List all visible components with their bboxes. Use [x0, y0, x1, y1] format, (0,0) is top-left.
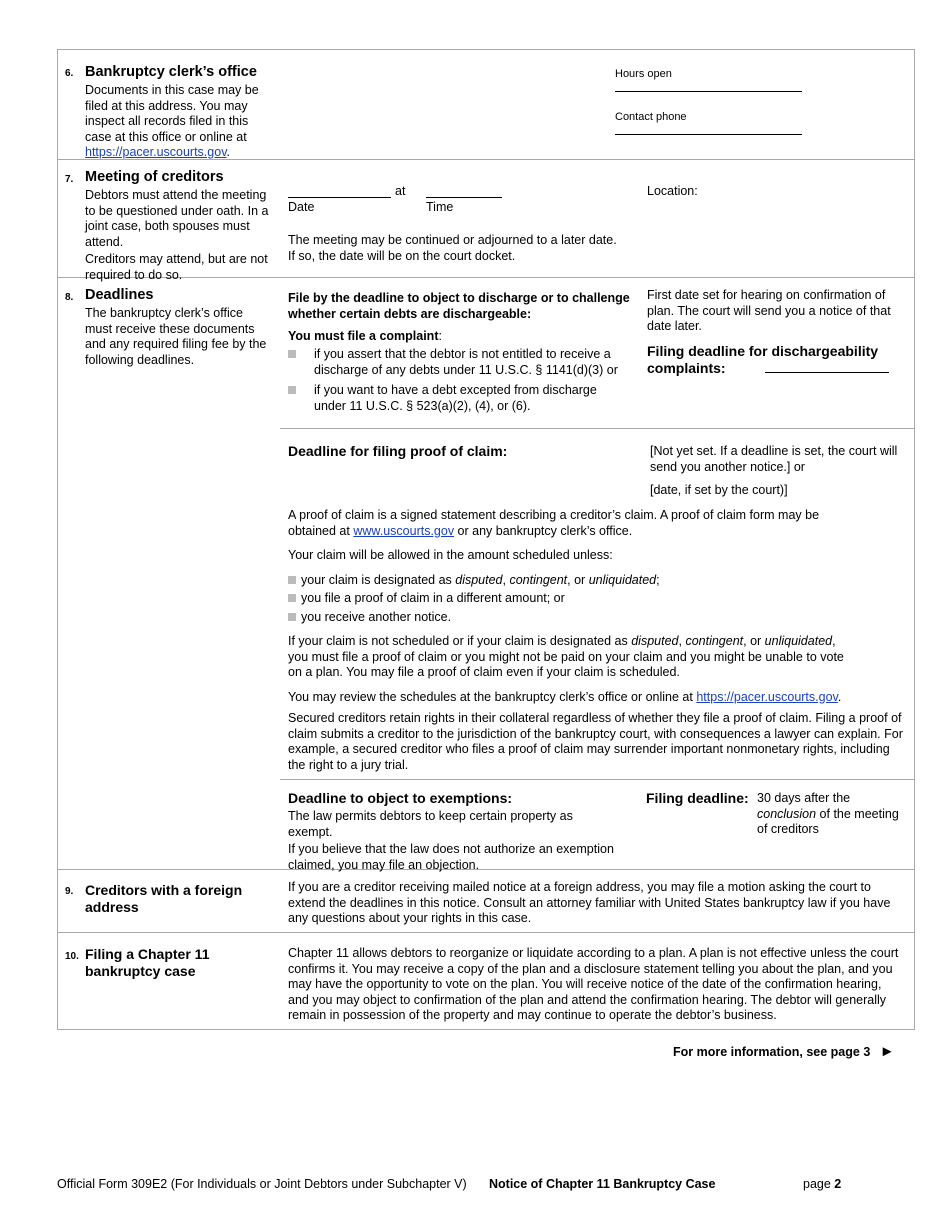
section-text: [288, 946, 898, 1024]
bullet-item: your claim is designated as disputed, contingent, or unliquidated;: [288, 573, 908, 589]
heading-line: File by the deadline to object to discharge or to challenge: [288, 291, 630, 305]
bullet-icon: [288, 613, 296, 621]
note-line: First date set for hearing on confirmation of: [647, 288, 886, 302]
paragraph-line: Your claim will be allowed in the amount scheduled unless:: [288, 548, 613, 562]
arrow-right-icon: ►: [879, 1043, 895, 1060]
contact-phone-label: Contact phone: [615, 111, 687, 123]
right-border: [914, 49, 915, 1030]
hours-open-line: [615, 91, 802, 92]
section-title: Deadlines: [85, 287, 154, 303]
section-number: 6.: [65, 68, 74, 79]
paragraph-line: example, a secured creditor who files a proof of claim may surrender important nonmonetary rights, including: [288, 742, 890, 756]
text-line: Chapter 11 allows debtors to reorganize or liquidate according to a plan. A plan is not effective unless the court: [288, 946, 899, 960]
discharge-heading: [288, 291, 630, 322]
text-line: remain in possession of the property and may continue to operate the debtor’s business.: [288, 1008, 777, 1022]
meeting-note: [288, 233, 617, 264]
bullet-item: you receive another notice.: [288, 610, 908, 626]
value-line: send you another notice.] or: [650, 459, 805, 474]
proof-claim-body: [288, 508, 908, 773]
section-title: [85, 882, 242, 916]
time-label: Time: [426, 200, 454, 214]
complaint-label: You must file a complaint:: [288, 329, 442, 343]
description-line: and any required filing fee by the: [85, 337, 267, 351]
paragraph-line: on a plan. You may file a proof of claim even if your claim is scheduled.: [288, 665, 680, 679]
bullet-icon: [288, 386, 296, 394]
more-info[interactable]: [673, 1043, 895, 1060]
section-number: 7.: [65, 174, 74, 185]
description-line: joint case, both spouses must: [85, 219, 250, 233]
complaint-item-2: [314, 383, 597, 414]
footer-page: page 2: [803, 1177, 842, 1191]
description-line: to be questioned under oath. In a: [85, 203, 269, 218]
note-line: If so, the date will be on the court docket.: [288, 248, 516, 263]
bullet-icon: [288, 576, 296, 584]
hours-open-label: Hours open: [615, 68, 672, 80]
title-line: Creditors with a foreign: [85, 882, 243, 898]
item-line: if you assert that the debtor is not entitled to receive a: [314, 347, 611, 361]
section-description: Documents in this case may be filed at this address. You may inspect all records filed in this case at this office or online at https://pacer.uscourts.gov.: [85, 83, 259, 159]
text-line: and you may object to confirmation of the plan and attend the confirmation hearing. The debtor will generally: [288, 992, 887, 1007]
date-label: Date: [288, 200, 315, 214]
value-line: [date, if set by the court)]: [650, 483, 788, 497]
section-title: [85, 946, 209, 980]
uscourts-link[interactable]: www.uscourts.gov: [353, 523, 455, 538]
exemptions-heading: Deadline to object to exemptions:: [288, 790, 513, 806]
heading-line: whether certain debts are dischargeable:: [288, 306, 532, 321]
value-line: conclusion of the meeting: [757, 806, 899, 821]
divider-9-10: [57, 932, 915, 933]
at-label: at: [395, 184, 406, 198]
footer-form: Official Form 309E2 (For Individuals or Joint Debtors under Subchapter V): [57, 1177, 467, 1191]
paragraph-line: If you believe that the law does not authorize an exemption: [288, 842, 614, 856]
text-line: extend the deadlines in this notice. Consult an attorney familiar with United States bankruptcy law if you have: [288, 895, 891, 910]
note-line: plan. The court will send you a notice of that: [647, 303, 891, 318]
section-number: 8.: [65, 292, 74, 303]
paragraph-line: exempt.: [288, 824, 333, 839]
title-line: Filing a Chapter 11: [85, 946, 210, 962]
title-line: bankruptcy case: [85, 963, 196, 979]
section-description: [85, 188, 275, 283]
bullet-item: you file a proof of claim in a different amount; or: [288, 591, 908, 607]
note-line: date later.: [647, 319, 702, 333]
title-line: address: [85, 899, 139, 915]
paragraph-line: you must file a proof of claim or you might not be paid on your claim and you might be unable to vote: [288, 649, 844, 664]
label-line: Filing deadline for dischargeability: [647, 343, 879, 359]
paragraph-line: The law permits debtors to keep certain property as: [288, 809, 573, 823]
section-number: 10.: [65, 951, 79, 962]
proof-claim-deadline-value: [650, 444, 897, 499]
note-line: The meeting may be continued or adjourned to a later date.: [288, 233, 617, 247]
text-line: may have the opportunity to vote on the plan. You will receive notice of the date of the confirmation hearing,: [288, 977, 882, 991]
exemptions-body: [288, 809, 614, 873]
description-line: must receive these documents: [85, 321, 255, 336]
paragraph-line: claim submits a creditor to the jurisdiction of the bankruptcy court, with consequences a lawyer can explain. For: [288, 726, 903, 741]
location-label: Location:: [647, 184, 698, 198]
confirmation-hearing-note: [647, 288, 891, 335]
value-line: 30 days after the: [757, 791, 851, 805]
section-title: Meeting of creditors: [85, 169, 224, 185]
more-info-text: For more information, see page 3: [673, 1045, 871, 1059]
paragraph-line: Secured creditors retain rights in their collateral regardless of whether they file a proof of claim. Filing a proof of: [288, 711, 902, 725]
item-line: under 11 U.S.C. § 523(a)(2), (4), or (6).: [314, 398, 531, 413]
text-line: any questions about your rights in this case.: [288, 911, 532, 925]
left-border: [57, 49, 58, 1030]
description-line: required to do so.: [85, 267, 183, 282]
text-line: confirms it. You may receive a copy of the plan and a disclosure statement telling you about the plan, and you: [288, 961, 893, 976]
description-line: inspect all records filed in this: [85, 114, 249, 128]
description-line: Documents in this case may be: [85, 83, 259, 97]
value-line: of creditors: [757, 822, 819, 836]
paragraph-line: obtained at www.uscourts.gov or any bankruptcy clerk’s office.: [288, 523, 633, 538]
time-blank: [426, 197, 502, 198]
description-line: following deadlines.: [85, 352, 195, 367]
pacer-link[interactable]: https://pacer.uscourts.gov: [696, 689, 838, 704]
description-line: The bankruptcy clerk’s office: [85, 306, 243, 320]
divider-discharge-proof: [280, 428, 915, 429]
paragraph-line: claimed, you may file an objection.: [288, 857, 480, 872]
complaint-label-text: You must file a complaint: [288, 329, 439, 343]
section-description: [85, 306, 266, 368]
section-number: 9.: [65, 886, 74, 897]
proof-claim-heading: Deadline for filing proof of claim:: [288, 443, 508, 459]
footer-title: Notice of Chapter 11 Bankruptcy Case: [489, 1177, 716, 1191]
paragraph-line: You may review the schedules at the bankruptcy clerk’s office or online at https://pacer.uscourts.gov.: [288, 689, 842, 704]
dischargeability-deadline-blank: [765, 372, 889, 373]
date-blank: [288, 197, 391, 198]
paragraph-line: the right to a jury trial.: [288, 757, 409, 772]
description-line: attend.: [85, 234, 124, 249]
section-title: Bankruptcy clerk’s office: [85, 64, 257, 80]
item-line: discharge of any debts under 11 U.S.C. § 1141(d)(3) or: [314, 362, 618, 377]
description-line: filed at this address. You may: [85, 98, 248, 113]
bullet-icon: [288, 594, 296, 602]
description-line: Debtors must attend the meeting: [85, 188, 267, 202]
divider-proof-exemptions: [280, 779, 915, 780]
item-line: if you want to have a debt excepted from discharge: [314, 383, 597, 397]
complaint-item-1: [314, 347, 618, 378]
description-line: Creditors may attend, but are not: [85, 252, 268, 266]
text-line: If you are a creditor receiving mailed notice at a foreign address, you may file a motion asking the court to: [288, 880, 871, 894]
value-line: [Not yet set. If a deadline is set, the court will: [650, 444, 898, 458]
contact-phone-line: [615, 134, 802, 135]
label-line: complaints:: [647, 360, 726, 376]
description-line: case at this office or online at: [85, 129, 247, 144]
paragraph-line: If your claim is not scheduled or if your claim is designated as disputed, contingent, or unliquidated,: [288, 634, 836, 648]
bullet-icon: [288, 350, 296, 358]
section-text: [288, 880, 890, 927]
bottom-border: [57, 1029, 915, 1030]
pacer-link[interactable]: https://pacer.uscourts.gov: [85, 145, 227, 159]
exemptions-filing-deadline-label: Filing deadline:: [646, 790, 749, 806]
exemptions-filing-deadline-value: [757, 791, 899, 838]
top-border: [57, 49, 915, 50]
paragraph-line: A proof of claim is a signed statement describing a creditor’s claim. A proof of claim form may be: [288, 508, 820, 522]
